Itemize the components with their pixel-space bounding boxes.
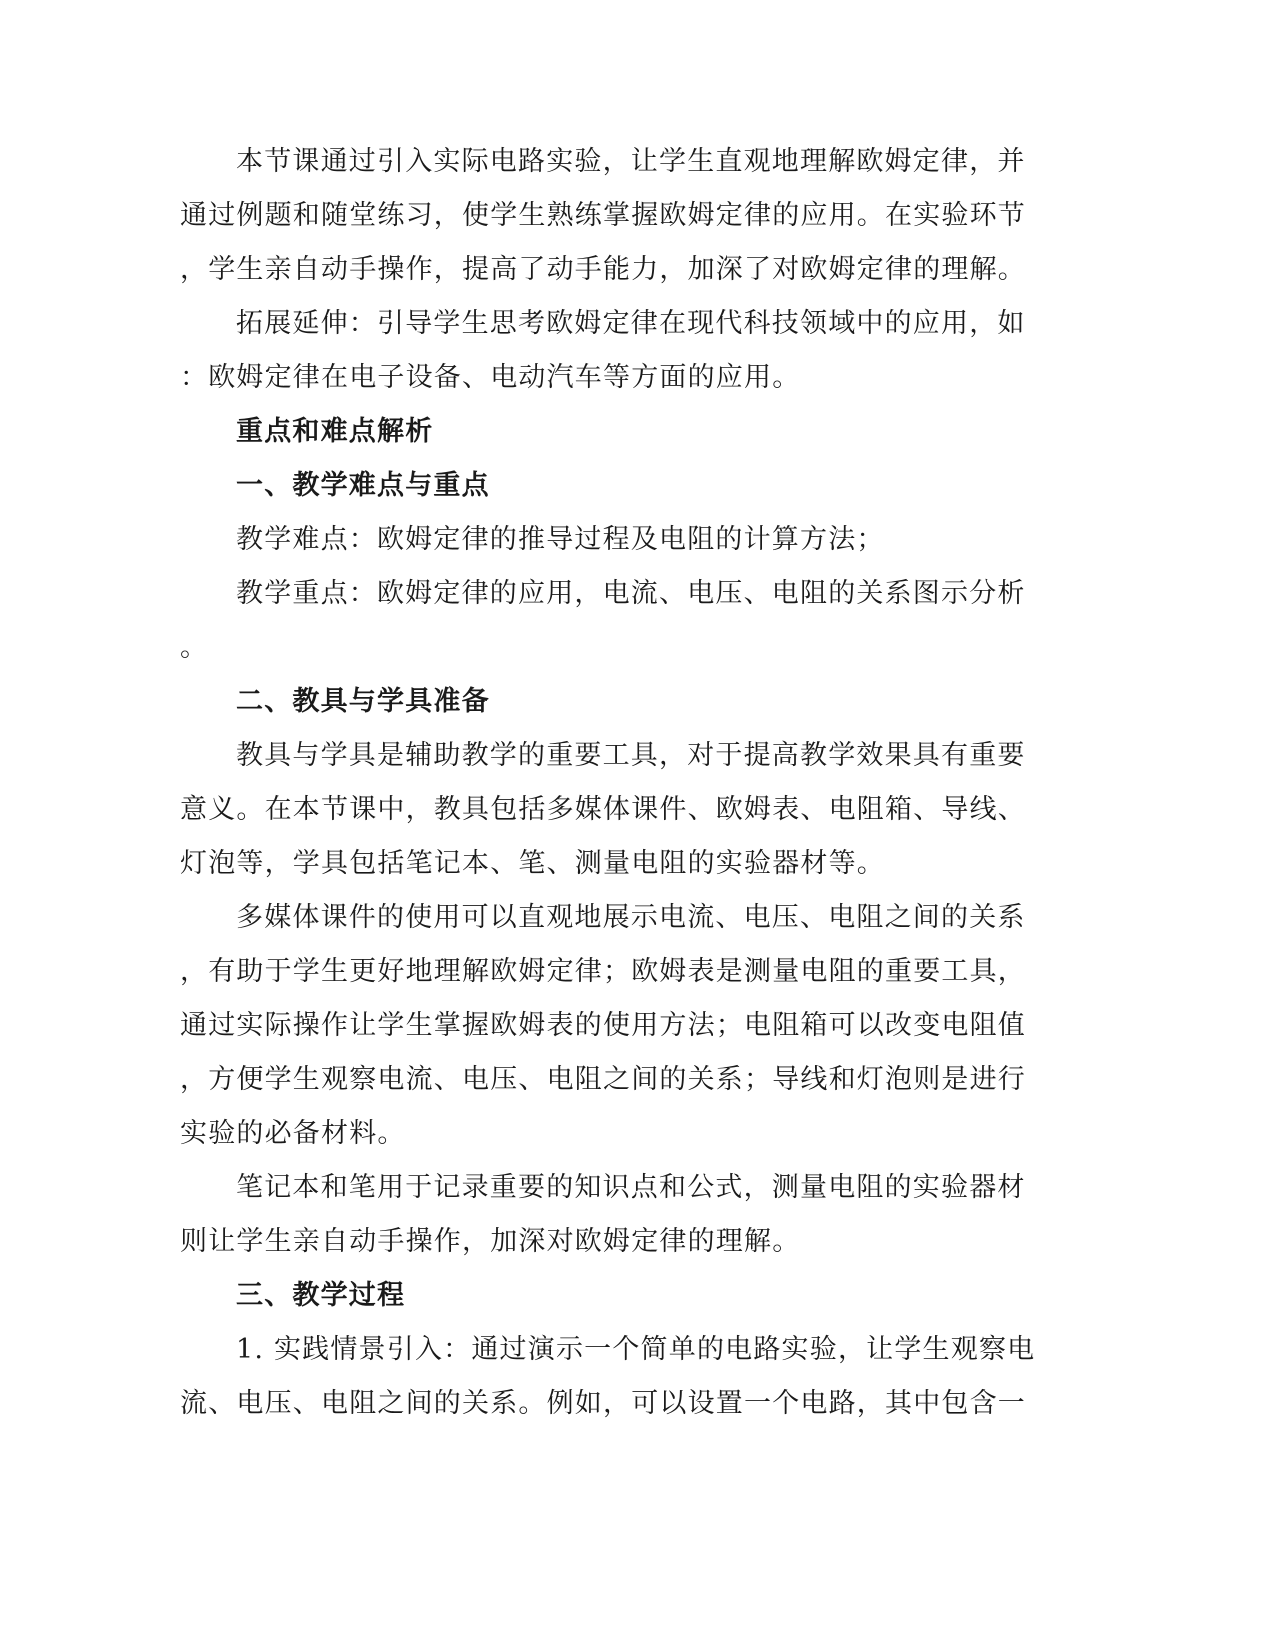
paragraph-line: 意义。在本节课中，教具包括多媒体课件、欧姆表、电阻箱、导线、 — [180, 794, 1026, 825]
paragraph-line: 则让学生亲自动手操作，加深对欧姆定律的理解。 — [180, 1226, 801, 1257]
paragraph-line: 本节课通过引入实际电路实验，让学生直观地理解欧姆定律，并 — [236, 146, 1026, 177]
paragraph-line: 通过实际操作让学生掌握欧姆表的使用方法；电阻箱可以改变电阻值 — [180, 1010, 1026, 1041]
paragraph-line: 教学难点：欧姆定律的推导过程及电阻的计算方法； — [236, 524, 885, 555]
paragraph-line: 通过例题和随堂练习，使学生熟练掌握欧姆定律的应用。在实验环节 — [180, 200, 1026, 231]
section-heading: 三、教学过程 — [236, 1280, 406, 1311]
paragraph-line: 流、电压、电阻之间的关系。例如，可以设置一个电路，其中包含一 — [180, 1388, 1026, 1419]
paragraph-line: 实验的必备材料。 — [180, 1118, 406, 1149]
paragraph-line: 。 — [180, 632, 209, 663]
paragraph-line: 1. 实践情景引入：通过演示一个简单的电路实验，让学生观察电 — [236, 1334, 1036, 1365]
paragraph-line: 多媒体课件的使用可以直观地展示电流、电压、电阻之间的关系 — [236, 902, 1026, 933]
section-heading: 二、教具与学具准备 — [236, 686, 490, 717]
section-heading: 重点和难点解析 — [236, 416, 434, 447]
paragraph-line: 灯泡等，学具包括笔记本、笔、测量电阻的实验器材等。 — [180, 848, 885, 879]
paragraph-line: ，学生亲自动手操作，提高了动手能力，加深了对欧姆定律的理解。 — [180, 254, 1026, 285]
paragraph-line: ，有助于学生更好地理解欧姆定律；欧姆表是测量电阻的重要工具， — [180, 956, 1026, 987]
paragraph-line: 拓展延伸：引导学生思考欧姆定律在现代科技领域中的应用，如 — [236, 308, 1026, 339]
paragraph-line: ，方便学生观察电流、电压、电阻之间的关系；导线和灯泡则是进行 — [180, 1064, 1026, 1095]
section-heading: 一、教学难点与重点 — [236, 470, 490, 501]
paragraph-line: 教学重点：欧姆定律的应用，电流、电压、电阻的关系图示分析 — [236, 578, 1026, 609]
paragraph-line: 笔记本和笔用于记录重要的知识点和公式，测量电阻的实验器材 — [236, 1172, 1026, 1203]
paragraph-line: ：欧姆定律在电子设备、电动汽车等方面的应用。 — [180, 362, 801, 393]
paragraph-line: 教具与学具是辅助教学的重要工具，对于提高教学效果具有重要 — [236, 740, 1026, 771]
